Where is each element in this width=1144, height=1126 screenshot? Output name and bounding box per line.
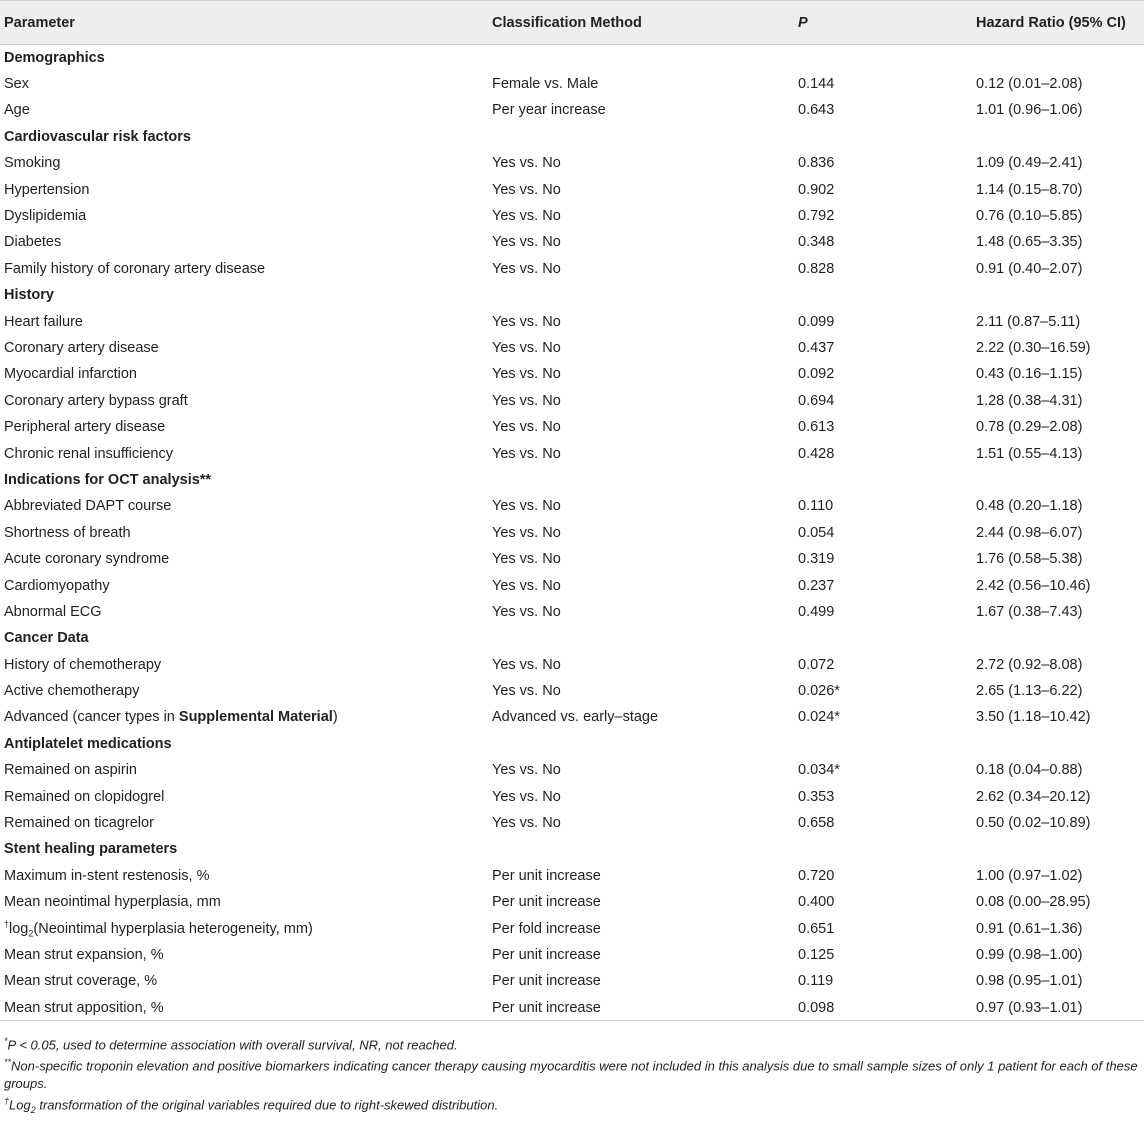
section-header-row <box>0 836 1144 862</box>
classification-method-cell: Yes vs. No <box>492 313 561 330</box>
table-row <box>0 335 1144 361</box>
classification-method-cell: Per year increase <box>492 102 606 119</box>
p-value-cell: 0.353 <box>798 788 835 805</box>
parameter-label: log <box>9 920 29 937</box>
p-value-cell: 0.119 <box>798 973 834 990</box>
footnote-2-text: Non-specific troponin elevation and positive biomarkers indicating cancer therapy causing myocarditis were not included in this analysis due to small sample sizes of only 1 patient for each of these groups. <box>4 1058 1138 1092</box>
table-row <box>0 414 1144 440</box>
hazard-ratio-cell: 0.48 (0.20–1.18) <box>976 498 1083 515</box>
hazard-ratio-cell: 0.91 (0.61–1.36) <box>976 920 1083 937</box>
table-row <box>0 493 1144 519</box>
table-row <box>0 203 1144 229</box>
parameter-label: Abbreviated DAPT course <box>4 498 172 515</box>
table-row <box>0 176 1144 202</box>
hazard-ratio-cell: 1.00 (0.97–1.02) <box>976 867 1083 884</box>
p-value-cell: 0.110 <box>798 498 834 515</box>
classification-method-cell: Yes vs. No <box>492 656 561 673</box>
footnote-1 <box>4 1033 1140 1054</box>
table-row <box>0 308 1144 334</box>
classification-method-cell: Female vs. Male <box>492 76 599 93</box>
table-row <box>0 889 1144 915</box>
header-classification-method: Classification Method <box>488 1 794 45</box>
table-row <box>0 520 1144 546</box>
parameter-label: Mean strut expansion, % <box>4 946 164 963</box>
p-value-cell: 0.072 <box>798 656 835 673</box>
section-title: Demographics <box>4 49 105 66</box>
parameter-superscript: † <box>4 918 10 929</box>
classification-method-cell: Per fold increase <box>492 920 601 937</box>
hazard-ratio-cell: 1.28 (0.38–4.31) <box>976 392 1083 409</box>
parameter-cell <box>0 546 488 572</box>
hazard-ratio-cell: 2.44 (0.98–6.07) <box>976 524 1083 541</box>
parameter-cell <box>0 942 488 968</box>
p-value-cell: 0.499 <box>798 603 835 620</box>
p-value-cell: 0.144 <box>798 76 835 93</box>
table-row <box>0 229 1144 255</box>
table-row <box>0 995 1144 1021</box>
hazard-ratio-cell: 2.72 (0.92–8.08) <box>976 656 1083 673</box>
p-value-cell: 0.054 <box>798 524 835 541</box>
table-row <box>0 256 1144 282</box>
hazard-ratio-cell: 0.50 (0.02–10.89) <box>976 815 1091 832</box>
footnote-2 <box>4 1054 1140 1092</box>
table-row <box>0 915 1144 941</box>
parameter-cell <box>0 810 488 836</box>
parameter-cell <box>0 361 488 387</box>
hazard-ratio-cell: 0.98 (0.95–1.01) <box>976 973 1083 990</box>
section-header-row <box>0 45 1144 71</box>
p-value-cell: 0.428 <box>798 445 835 462</box>
parameter-label: Advanced (cancer types in <box>4 709 179 726</box>
section-header-row <box>0 625 1144 651</box>
table-row <box>0 651 1144 677</box>
section-header-row <box>0 731 1144 757</box>
p-value-cell: 0.125 <box>798 946 835 963</box>
classification-method-cell: Yes vs. No <box>492 208 561 225</box>
section-header-row <box>0 467 1144 493</box>
hazard-ratio-cell: 0.97 (0.93–1.01) <box>974 995 1144 1021</box>
table-row <box>0 757 1144 783</box>
hazard-ratio-cell: 1.14 (0.15–8.70) <box>976 181 1083 198</box>
parameter-cell <box>0 97 488 123</box>
p-value-cell: 0.902 <box>798 181 835 198</box>
parameter-label: Age <box>4 102 30 119</box>
parameter-label: Diabetes <box>4 234 62 251</box>
hazard-ratio-cell: 2.11 (0.87–5.11) <box>976 313 1081 330</box>
parameter-cell <box>0 678 488 704</box>
parameter-cell <box>0 863 488 889</box>
hazard-ratio-cell: 0.43 (0.16–1.15) <box>976 366 1083 383</box>
table-row <box>0 546 1144 572</box>
section-title: History <box>4 287 54 304</box>
p-value-cell: 0.034* <box>798 762 840 779</box>
p-value-cell: 0.437 <box>798 339 835 356</box>
parameter-label: Mean strut apposition, % <box>4 999 164 1016</box>
hazard-ratio-cell: 0.08 (0.00–28.95) <box>976 894 1091 911</box>
parameter-cell <box>0 783 488 809</box>
parameter-cell <box>0 915 488 941</box>
footnote-1-text: P < 0.05, used to determine association with overall survival, NR, not reached. <box>7 1037 458 1053</box>
header-hazard-ratio: Hazard Ratio (95% CI) <box>974 1 1144 45</box>
table-row <box>0 388 1144 414</box>
parameter-label: Chronic renal insufficiency <box>4 445 173 462</box>
p-value-cell: 0.026* <box>798 683 840 700</box>
classification-method-cell: Yes vs. No <box>492 551 561 568</box>
hazard-ratio-cell: 1.09 (0.49–2.41) <box>976 155 1083 172</box>
parameter-label: Remained on clopidogrel <box>4 788 165 805</box>
footnote-3-sub: 2 <box>30 1104 36 1115</box>
p-value-cell: 0.651 <box>798 920 835 937</box>
classification-method-cell: Yes vs. No <box>492 815 561 832</box>
p-value-cell: 0.092 <box>798 366 835 383</box>
parameter-cell <box>0 651 488 677</box>
hazard-ratio-cell: 2.62 (0.34–20.12) <box>976 788 1091 805</box>
classification-method-cell: Yes vs. No <box>492 577 561 594</box>
section-title: Antiplatelet medications <box>4 735 172 752</box>
section-header-row <box>0 124 1144 150</box>
hazard-ratio-cell: 0.76 (0.10–5.85) <box>976 208 1083 225</box>
parameter-cell <box>0 704 488 730</box>
classification-method-cell: Yes vs. No <box>492 419 561 436</box>
p-value-cell: 0.643 <box>798 102 835 119</box>
parameter-cell <box>0 599 488 625</box>
p-value-cell: 0.400 <box>798 894 835 911</box>
parameter-cell <box>0 256 488 282</box>
p-value-cell: 0.348 <box>798 234 835 251</box>
table-row <box>0 704 1144 730</box>
table-row <box>0 810 1144 836</box>
classification-method-cell: Advanced vs. early–stage <box>492 709 659 726</box>
hazard-ratio-cell: 1.01 (0.96–1.06) <box>976 102 1083 119</box>
table-row <box>0 572 1144 598</box>
parameter-cell <box>0 176 488 202</box>
table-row <box>0 863 1144 889</box>
table-row <box>0 97 1144 123</box>
p-value-cell: 0.658 <box>798 815 835 832</box>
p-value-cell: 0.720 <box>798 867 835 884</box>
classification-method-cell: Yes vs. No <box>492 339 561 356</box>
parameter-label: Remained on ticagrelor <box>4 815 154 832</box>
p-value-cell: 0.694 <box>798 392 835 409</box>
classification-method-cell: Yes vs. No <box>492 498 561 515</box>
parameter-label: Coronary artery bypass graft <box>4 392 188 409</box>
parameter-cell <box>0 968 488 994</box>
parameter-cell <box>0 757 488 783</box>
parameter-label: Heart failure <box>4 313 83 330</box>
header-row <box>0 1 1144 45</box>
classification-method-cell: Yes vs. No <box>492 788 561 805</box>
header-p-value: P <box>794 1 974 45</box>
parameter-cell <box>0 203 488 229</box>
table-header <box>0 1 1144 45</box>
table-row <box>0 150 1144 176</box>
p-value-cell: 0.099 <box>798 313 835 330</box>
classification-method-cell: Yes vs. No <box>492 392 561 409</box>
parameter-label: Sex <box>4 76 29 93</box>
parameter-cell <box>0 388 488 414</box>
parameter-label: Maximum in-stent restenosis, % <box>4 867 210 884</box>
section-title: Stent healing parameters <box>4 841 178 858</box>
parameter-cell <box>0 229 488 255</box>
hazard-ratio-cell: 0.78 (0.29–2.08) <box>976 419 1083 436</box>
table-row <box>0 440 1144 466</box>
parameter-label: Coronary artery disease <box>4 339 159 356</box>
footnote-3-mark: † <box>4 1095 10 1106</box>
hazard-ratio-cell: 3.50 (1.18–10.42) <box>976 709 1091 726</box>
hazard-ratio-cell: 0.12 (0.01–2.08) <box>976 76 1083 93</box>
parameter-label: Hypertension <box>4 181 90 198</box>
parameter-label: Cardiomyopathy <box>4 577 110 594</box>
parameter-label: Smoking <box>4 155 61 172</box>
classification-method-cell: Yes vs. No <box>492 524 561 541</box>
p-value-cell: 0.319 <box>798 551 835 568</box>
parameter-label: Dyslipidemia <box>4 208 87 225</box>
hazard-ratio-cell: 1.76 (0.58–5.38) <box>976 551 1083 568</box>
parameter-label: Abnormal ECG <box>4 603 102 620</box>
parameter-label: Peripheral artery disease <box>4 419 166 436</box>
p-value-cell: 0.836 <box>798 155 835 172</box>
parameter-cell <box>0 308 488 334</box>
parameter-bold-reference: Supplemental Material <box>178 709 333 726</box>
classification-method-cell: Yes vs. No <box>492 181 561 198</box>
classification-method-cell: Yes vs. No <box>492 155 561 172</box>
p-value-cell: 0.024* <box>798 709 840 726</box>
footnote-3-text-a: Log <box>9 1096 31 1112</box>
parameter-cell <box>0 150 488 176</box>
section-header-row <box>0 282 1144 308</box>
parameter-cell <box>0 572 488 598</box>
hazard-ratio-cell: 2.65 (1.13–6.22) <box>976 683 1083 700</box>
classification-method-cell: Per unit increase <box>492 867 601 884</box>
footnote-3-text-b: transformation of the original variables required due to right-skewed distribution. <box>35 1096 499 1112</box>
parameter-label-suffix: ) <box>332 709 338 726</box>
classification-method-cell: Yes vs. No <box>492 683 561 700</box>
p-value-cell: 0.098 <box>794 995 974 1021</box>
table-row <box>0 71 1144 97</box>
parameter-label: History of chemotherapy <box>4 656 162 673</box>
table-body <box>0 45 1144 1021</box>
table-row <box>0 599 1144 625</box>
p-value-cell: 0.828 <box>798 260 835 277</box>
p-value-cell: 0.613 <box>798 419 835 436</box>
table-row <box>0 783 1144 809</box>
parameter-label: Myocardial infarction <box>4 366 137 383</box>
parameter-cell <box>0 889 488 915</box>
hazard-ratio-cell: 2.22 (0.30–16.59) <box>976 339 1091 356</box>
hazard-ratio-cell: 1.67 (0.38–7.43) <box>976 603 1083 620</box>
classification-method-cell: Per unit increase <box>492 973 601 990</box>
classification-method-cell: Yes vs. No <box>492 603 561 620</box>
classification-method-cell: Yes vs. No <box>492 260 561 277</box>
p-value-cell: 0.792 <box>798 208 835 225</box>
p-value-cell: 0.237 <box>798 577 835 594</box>
section-title: Cancer Data <box>4 630 89 647</box>
section-title: Cardiovascular risk factors <box>4 128 191 145</box>
classification-method-cell: Yes vs. No <box>492 234 561 251</box>
hazard-ratio-cell: 0.99 (0.98–1.00) <box>976 946 1083 963</box>
classification-method-cell: Per unit increase <box>492 894 601 911</box>
parameter-cell <box>0 520 488 546</box>
header-parameter: Parameter <box>0 1 488 45</box>
hazard-ratio-cell: 1.48 (0.65–3.35) <box>976 234 1083 251</box>
table-row <box>0 678 1144 704</box>
parameter-label: Remained on aspirin <box>4 762 137 779</box>
classification-method-cell: Per unit increase <box>488 995 794 1021</box>
parameter-label: Active chemotherapy <box>4 683 140 700</box>
parameter-subscript: 2 <box>28 928 34 939</box>
parameter-cell <box>0 440 488 466</box>
footnote-2-mark: ** <box>4 1057 12 1068</box>
parameter-label: Acute coronary syndrome <box>4 551 170 568</box>
parameter-cell <box>0 493 488 519</box>
footnote-3 <box>4 1093 1140 1119</box>
parameter-label: Family history of coronary artery disease <box>4 260 266 277</box>
classification-method-cell: Yes vs. No <box>492 762 561 779</box>
parameter-label: Shortness of breath <box>4 524 131 541</box>
hazard-ratio-cell: 2.42 (0.56–10.46) <box>976 577 1091 594</box>
section-title: Indications for OCT analysis** <box>4 471 212 488</box>
hazard-ratio-cell: 0.91 (0.40–2.07) <box>976 260 1083 277</box>
parameter-cell <box>0 414 488 440</box>
parameter-label: Mean strut coverage, % <box>4 973 158 990</box>
parameter-cell <box>0 995 488 1021</box>
parameter-cell <box>0 335 488 361</box>
hazard-ratio-cell: 0.18 (0.04–0.88) <box>976 762 1083 779</box>
table-footnotes <box>0 1033 1144 1119</box>
footnote-1-mark: * <box>4 1036 8 1047</box>
classification-method-cell: Per unit increase <box>492 946 601 963</box>
parameter-label-suffix: (Neointimal hyperplasia heterogeneity, mm) <box>33 920 313 937</box>
parameter-cell <box>0 71 488 97</box>
parameter-label: Mean neointimal hyperplasia, mm <box>4 894 221 911</box>
hazard-ratio-cell: 1.51 (0.55–4.13) <box>976 445 1083 462</box>
classification-method-cell: Yes vs. No <box>492 366 561 383</box>
table-row <box>0 942 1144 968</box>
classification-method-cell: Yes vs. No <box>492 445 561 462</box>
table-row <box>0 968 1144 994</box>
table-row <box>0 361 1144 387</box>
